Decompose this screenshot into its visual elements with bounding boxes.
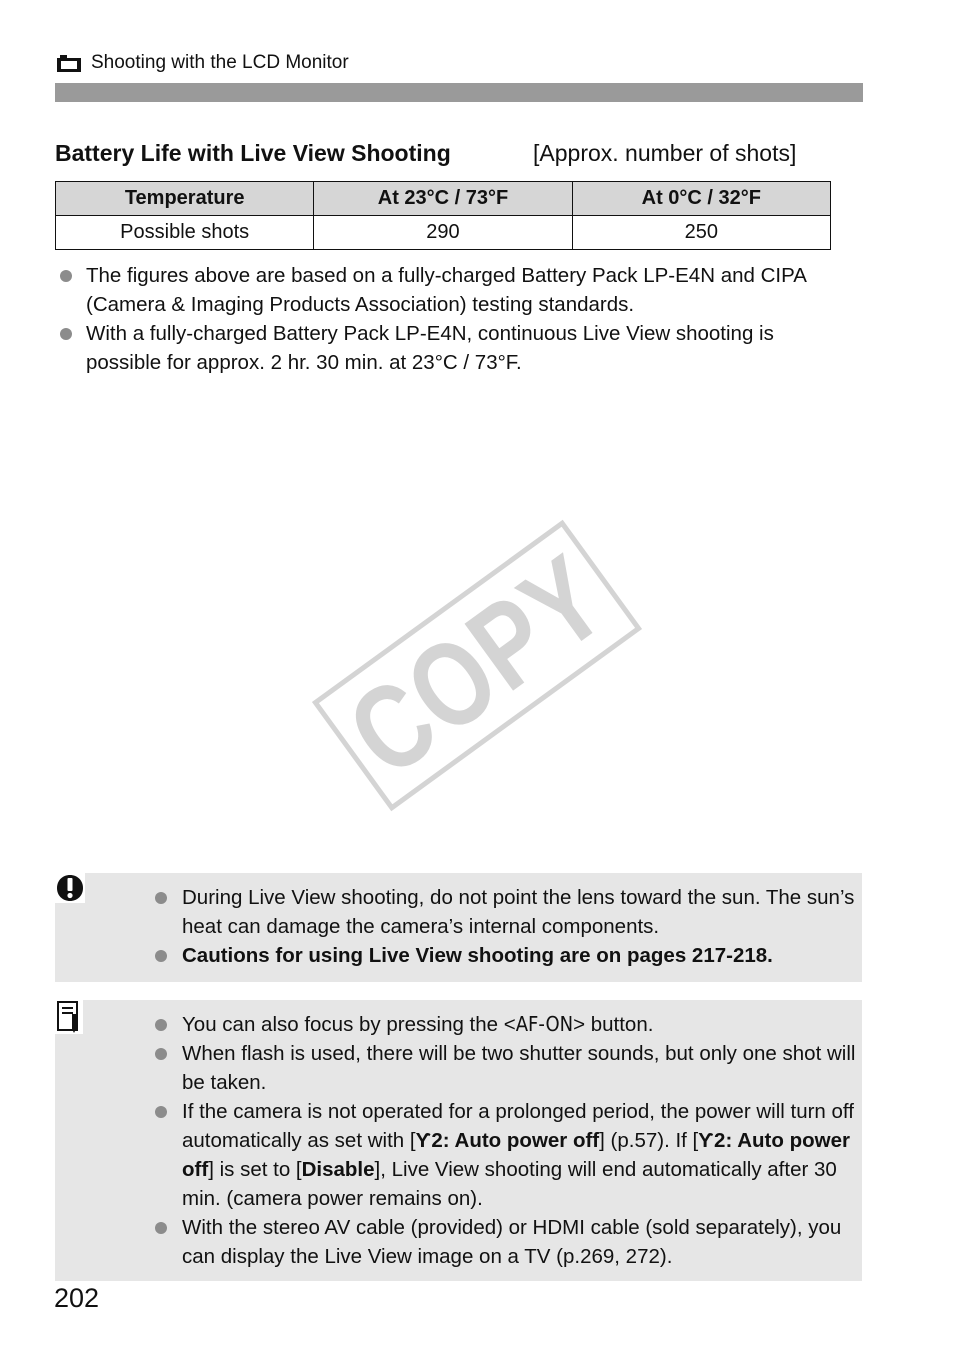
list-item: Cautions for using Live View shooting are on pages 217-218.: [155, 941, 860, 970]
table-header-cell: At 23°C / 73°F: [314, 182, 572, 216]
list-item: When flash is used, there will be two shutter sounds, but only one shot will be taken.: [155, 1039, 860, 1097]
caution-icon: [55, 873, 85, 903]
bullet-icon: [155, 1019, 167, 1031]
caution-list: [155, 883, 860, 970]
table-header-cell: Temperature: [56, 182, 314, 216]
list-item: You can also focus by pressing the <AF-ON> button.: [155, 1010, 860, 1039]
page-number: 202: [54, 1283, 100, 1313]
table-row: [56, 216, 831, 250]
bullet-icon: [60, 328, 72, 340]
caution-box: [55, 873, 862, 982]
bullet-icon: [155, 1048, 167, 1060]
copy-watermark: COPY: [312, 520, 642, 811]
notes-list: [58, 261, 848, 377]
header-rule: [55, 83, 863, 102]
menu-reference: Ƴ2: Auto power off: [415, 1129, 600, 1152]
af-on-button-icon: AF-ON: [515, 1012, 574, 1036]
bullet-icon: [60, 270, 72, 282]
camera-icon: [57, 54, 81, 72]
table-header-cell: At 0°C / 32°F: [572, 182, 830, 216]
list-item: If the camera is not operated for a prolonged period, the power will turn off automatically as set with [Ƴ2: Auto power off] (p.57). If [Ƴ2: Auto power off] is set to [Disable], Live View shooting will end automatically after 30 min. (camera power remains on).: [155, 1097, 860, 1213]
table-cell: 250: [572, 216, 830, 250]
section-title: Battery Life with Live View Shooting: [55, 140, 451, 166]
page-header: [57, 50, 349, 76]
table-cell: 290: [314, 216, 572, 250]
battery-life-table: [55, 181, 831, 250]
bullet-icon: [155, 1106, 167, 1118]
menu-reference: Ƴ2: Auto power off: [182, 1129, 850, 1181]
table-cell: Possible shots: [56, 216, 314, 250]
bullet-icon: [155, 950, 167, 962]
header-title: Shooting with the LCD Monitor: [91, 52, 349, 73]
list-item: With the stereo AV cable (provided) or HDMI cable (sold separately), you can display the Live View image on a TV (p.269, 272).: [155, 1213, 860, 1271]
bullet-icon: [155, 892, 167, 904]
list-item: With a fully-charged Battery Pack LP-E4N, continuous Live View shooting is possible for approx. 2 hr. 30 min. at 23°C / 73°F.: [58, 319, 848, 377]
memo-icon: [55, 1000, 83, 1034]
list-item: During Live View shooting, do not point the lens toward the sun. The sun’s heat can damage the camera’s internal components.: [155, 883, 860, 941]
bullet-icon: [155, 1222, 167, 1234]
list-item: The figures above are based on a fully-charged Battery Pack LP-E4N and CIPA (Camera & Imaging Products Association) testing standards.: [58, 261, 848, 319]
table-header-row: [56, 182, 831, 216]
tips-list: [155, 1010, 860, 1271]
option-reference: Disable: [301, 1158, 375, 1181]
section-note: [Approx. number of shots]: [533, 140, 797, 166]
tips-box: [55, 1000, 862, 1281]
